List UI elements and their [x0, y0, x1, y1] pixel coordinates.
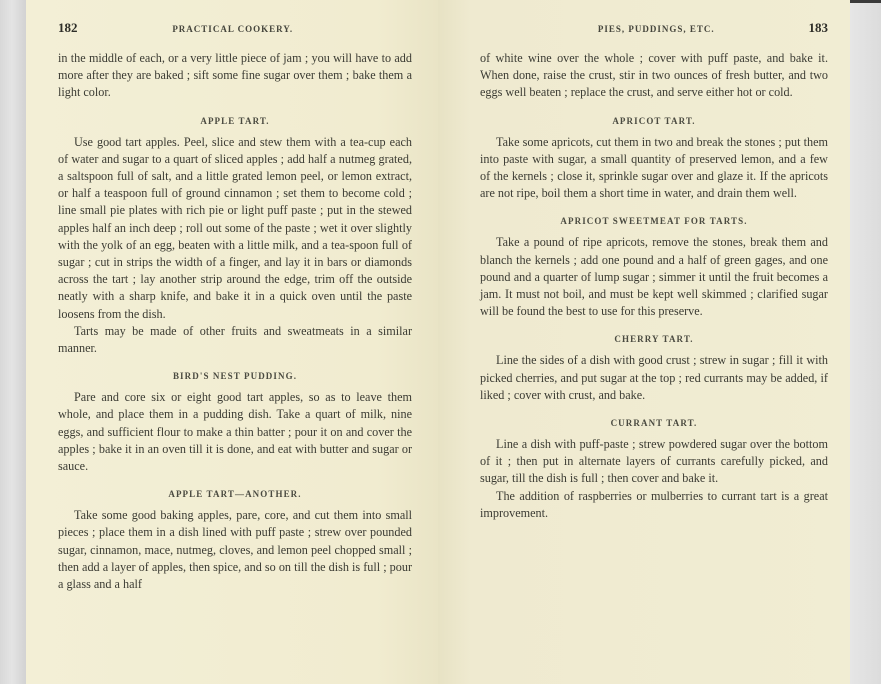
- section-heading: CURRANT TART.: [610, 418, 698, 429]
- recipe-paragraph: Use good tart apples. Peel, slice and stew them with a tea-cup each of water and sugar to a quart of sliced apples ; add half a nutmeg grated, a saltspoon full of salt, and a little grated lemon peel, or lemon extract, or half a teaspoon full of ground cinnamon ; set them to become cold ; line small pie plates with rich pie or light puff paste ; put in the stewed apples half an inch deep ; roll out some of the paste ; wet it over slightly with the yolk of an egg, beaten with a little milk, and a tea-spoon full of sugar ; cut in strips the width of a finger, and lay it in bars or diamonds across the tart ; lay another strip around the edge, trim off the outside neatly with a sharp knife, and bake it in a quick oven until the paste loosens from the dish.: [58, 134, 412, 321]
- recipe-paragraph: Tarts may be made of other fruits and sweatmeats in a similar manner.: [58, 323, 412, 356]
- continued-paragraph: of white wine over the whole ; cover with puff paste, and bake it. When done, raise the crust, stir in two ounces of fresh butter, and two eggs well beaten ; replace the crust, and serve either hot or cold.: [480, 51, 828, 100]
- left-page: [26, 0, 438, 684]
- section-heading: APPLE TART—ANOTHER.: [168, 489, 302, 500]
- section-heading: APRICOT SWEETMEAT FOR TARTS.: [560, 216, 748, 227]
- continued-paragraph: in the middle of each, or a very little piece of jam ; you will have to add more after they are baked ; sift some fine sugar over them ; bake them a light color.: [58, 51, 412, 100]
- recipe-paragraph: Take a pound of ripe apricots, remove the stones, break them and blanch the kernels ; add one pound and a half of green gages, and one pound and a quarter of lump sugar ; simmer it until the fruit becomes a jam. It must not boil, and must be kept well skimmed ; clarified sugar will be found the best to use for this preserve.: [480, 235, 828, 319]
- section-heading: APPLE TART.: [200, 115, 270, 126]
- right-running-head: [480, 20, 828, 42]
- running-head-title: PRACTICAL COOKERY.: [172, 24, 294, 34]
- recipe-paragraph: Take some apricots, cut them in two and break the stones ; put them into paste with sugar, a small quantity of preserved lemon, and a few of the kernels ; close it, sprinkle sugar over and glaze it. If the apricots are not ripe, boil them a short time in water, and drain them well.: [480, 134, 828, 201]
- recipe-paragraph: Line a dish with puff-paste ; strew powdered sugar over the bottom of it ; then put in alternate layers of currants carefully picked, and sugar, till the dish is full ; then cover and bake it.: [480, 437, 828, 486]
- left-running-head: [58, 20, 412, 42]
- running-head-title: PIES, PUDDINGS, ETC.: [597, 24, 715, 34]
- right-page: [438, 0, 850, 684]
- recipe-paragraph: Take some good baking apples, pare, core, and cut them into small pieces ; place them in a dish lined with puff paste ; strew over pounded sugar, cinnamon, mace, nutmeg, cloves, and lemon peel chopped small ; then add a layer of apples, then spice, and so on till the dish is full ; pour a glass and a half: [58, 508, 412, 592]
- page-number: 182: [58, 20, 78, 35]
- book-spread: [26, 0, 850, 684]
- recipe-paragraph: Line the sides of a dish with good crust ; strew in sugar ; fill it with picked cherries, and put sugar at the top ; red currants may be added, if liked ; cover with crust, and bake.: [480, 353, 828, 402]
- viewer-top-bar: [850, 0, 881, 3]
- viewer-scroll-gutter[interactable]: [850, 0, 881, 684]
- page-number: 183: [808, 20, 828, 35]
- section-heading: CHERRY TART.: [614, 334, 694, 345]
- recipe-paragraph: The addition of raspberries or mulberries to currant tart is a great improvement.: [480, 488, 828, 520]
- section-heading: APRICOT TART.: [612, 115, 696, 126]
- section-heading: BIRD'S NEST PUDDING.: [172, 371, 298, 382]
- recipe-paragraph: Pare and core six or eight good tart apples, so as to leave them whole, and place them in a pudding dish. Take a quart of milk, nine eggs, and sufficient flour to make a thin batter ; pour it on and cover the apples ; bake it in an oven till it is done, and eat with butter and sugar or sauce.: [58, 390, 412, 474]
